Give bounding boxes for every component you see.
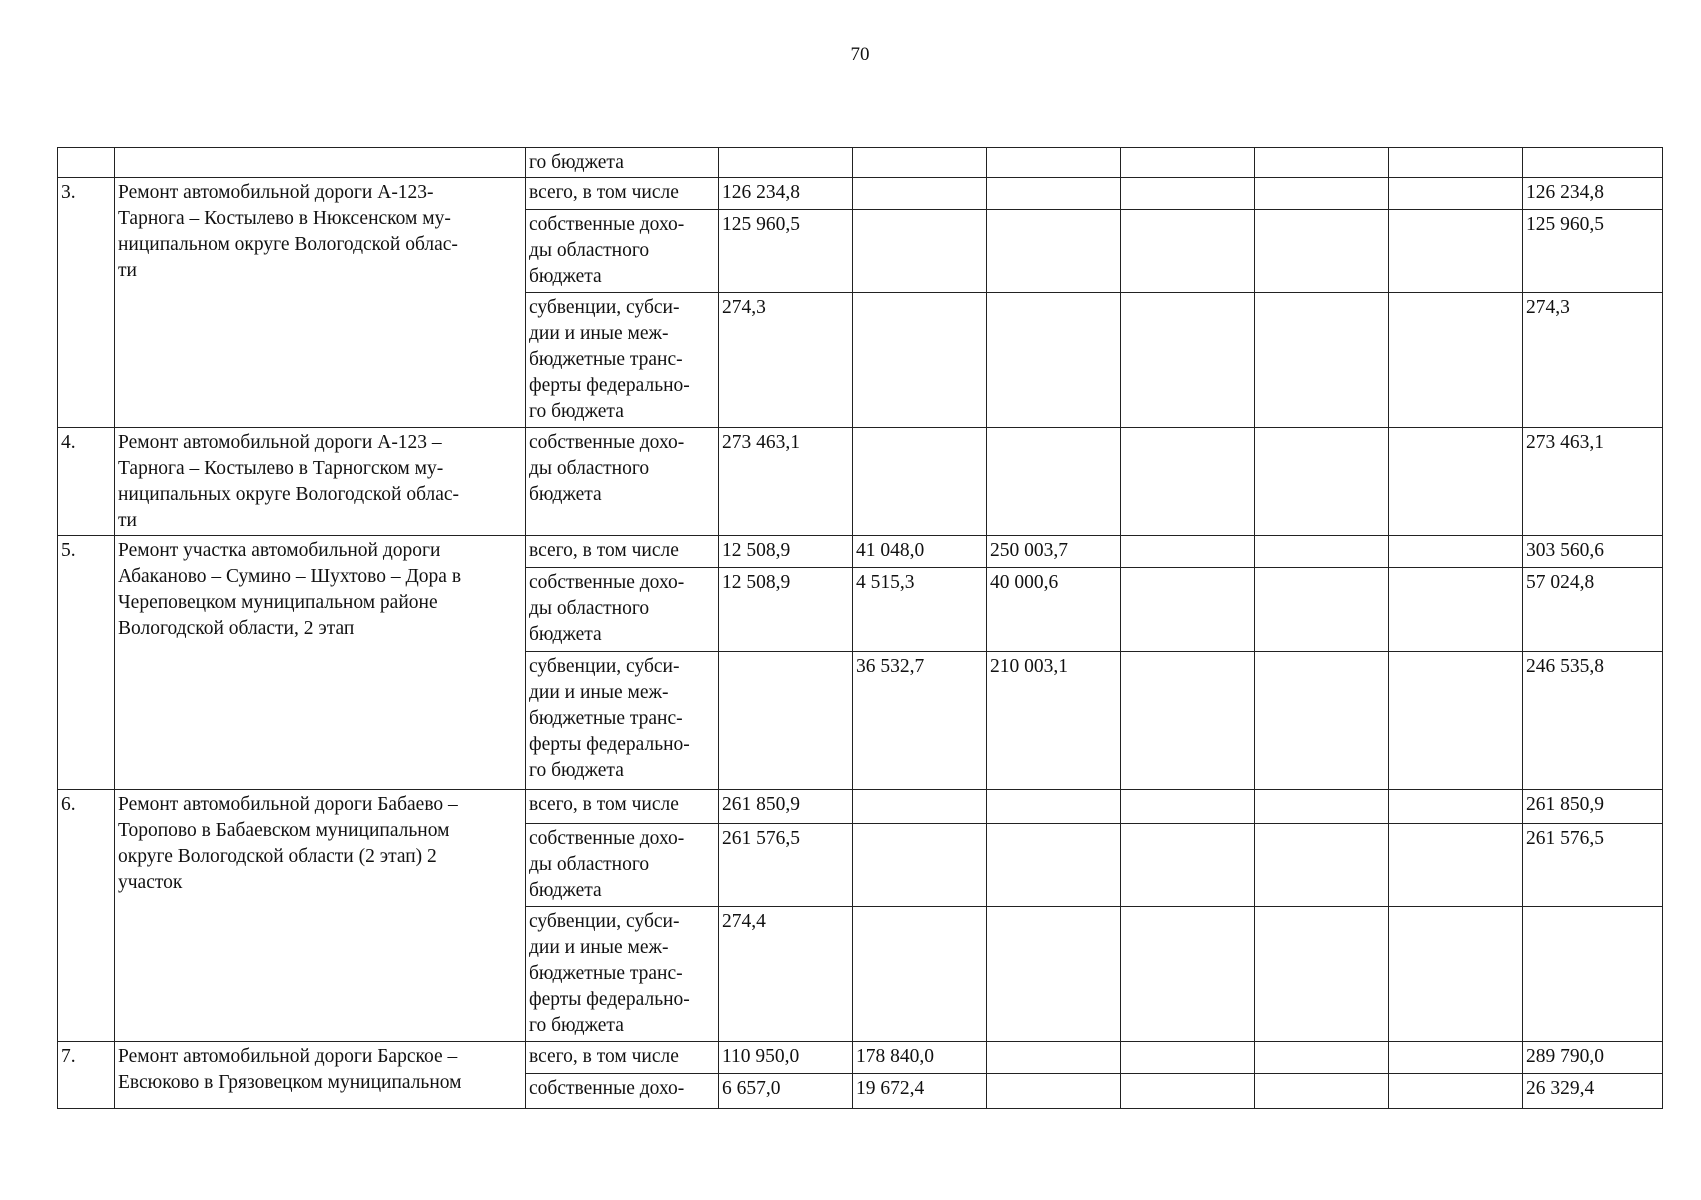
amount-cell [1255,428,1389,536]
amount-cell [987,178,1121,210]
amount-total-cell [1523,148,1663,178]
amount-cell [987,1042,1121,1074]
project-description [115,148,526,178]
project-description: Ремонт автомобильной дороги Бабаево – Торопово в Бабаевском муниципальном округе Вологодской области (2 этап) 2 участок [115,790,526,1042]
amount-cell: 6 657,0 [719,1074,853,1109]
amount-total-cell: 273 463,1 [1523,428,1663,536]
amount-cell [853,824,987,907]
amount-cell [1389,428,1523,536]
funding-source: всего, в том числе [526,790,719,824]
amount-cell: 40 000,6 [987,568,1121,652]
amount-total-cell [1523,907,1663,1042]
project-description: Ремонт участка автомобильной дороги Абаканово – Сумино – Шухтово – Дора в Череповецком муниципальном районе Вологодской области, 2 этап [115,536,526,790]
amount-cell [1255,824,1389,907]
amount-total-cell: 274,3 [1523,293,1663,428]
amount-total-cell: 57 024,8 [1523,568,1663,652]
amount-cell: 125 960,5 [719,210,853,293]
amount-cell [1121,210,1255,293]
amount-cell [1255,210,1389,293]
amount-cell [1389,536,1523,568]
amount-total-cell: 26 329,4 [1523,1074,1663,1109]
funding-source: всего, в том числе [526,1042,719,1074]
amount-cell [719,148,853,178]
amount-cell [1389,907,1523,1042]
amount-cell: 178 840,0 [853,1042,987,1074]
funding-source: субвенции, субси- дии и иные меж- бюджетные транс- ферты федерально- го бюджета [526,652,719,790]
amount-cell [853,148,987,178]
funding-source: собственные дохо- ды областного бюджета [526,568,719,652]
amount-cell: 4 515,3 [853,568,987,652]
amount-total-cell: 261 576,5 [1523,824,1663,907]
amount-cell [853,428,987,536]
row-number: 4. [58,428,115,536]
funding-source: всего, в том числе [526,536,719,568]
amount-cell [1121,428,1255,536]
funding-source: всего, в том числе [526,178,719,210]
funding-source: субвенции, субси- дии и иные меж- бюджетные транс- ферты федерально- го бюджета [526,907,719,1042]
funding-source: собственные дохо- [526,1074,719,1109]
table-row [58,1042,1663,1074]
amount-total-cell: 261 850,9 [1523,790,1663,824]
amount-cell [853,293,987,428]
amount-cell [853,210,987,293]
amount-cell: 12 508,9 [719,536,853,568]
amount-cell [1121,1042,1255,1074]
amount-cell [1121,293,1255,428]
table-row [58,428,1663,536]
amount-cell [1255,1042,1389,1074]
amount-cell [1389,210,1523,293]
project-description: Ремонт автомобильной дороги А-123 – Тарнога – Костылево в Тарногском му- ниципальных округе Вологодской облас- ти [115,428,526,536]
budget-table [57,147,1663,1109]
amount-cell [987,824,1121,907]
amount-cell [1255,652,1389,790]
project-description: Ремонт автомобильной дороги А-123- Тарнога – Костылево в Нюксенском му- ниципальном округе Вологодской облас- ти [115,178,526,428]
amount-cell [1389,293,1523,428]
row-number: 5. [58,536,115,790]
page-number: 70 [850,44,870,65]
amount-cell [1255,907,1389,1042]
amount-cell [1121,148,1255,178]
amount-cell [1121,536,1255,568]
table-row [58,790,1663,824]
amount-cell: 250 003,7 [987,536,1121,568]
amount-cell [1389,1042,1523,1074]
table-row [58,148,1663,178]
funding-source: собственные дохо- ды областного бюджета [526,824,719,907]
amount-total-cell: 246 535,8 [1523,652,1663,790]
amount-cell [1255,536,1389,568]
amount-cell [1389,790,1523,824]
funding-source: собственные дохо- ды областного бюджета [526,428,719,536]
row-number [58,148,115,178]
amount-cell [987,790,1121,824]
amount-cell [1121,790,1255,824]
amount-cell [853,790,987,824]
amount-cell [987,907,1121,1042]
row-number: 6. [58,790,115,1042]
amount-cell [987,210,1121,293]
row-number: 3. [58,178,115,428]
amount-cell [853,178,987,210]
amount-cell [1389,178,1523,210]
amount-cell [1255,1074,1389,1109]
amount-cell [1389,1074,1523,1109]
amount-total-cell: 289 790,0 [1523,1042,1663,1074]
amount-cell: 12 508,9 [719,568,853,652]
amount-cell: 274,4 [719,907,853,1042]
amount-cell: 110 950,0 [719,1042,853,1074]
amount-cell: 261 850,9 [719,790,853,824]
amount-cell [853,907,987,1042]
amount-cell [1255,178,1389,210]
amount-total-cell: 125 960,5 [1523,210,1663,293]
amount-cell [987,148,1121,178]
project-description: Ремонт автомобильной дороги Барское – Евсюково в Грязовецком муниципальном [115,1042,526,1109]
amount-cell: 210 003,1 [987,652,1121,790]
amount-cell: 261 576,5 [719,824,853,907]
amount-cell [1389,568,1523,652]
amount-cell [1255,568,1389,652]
funding-source: субвенции, субси- дии и иные меж- бюджетные транс- ферты федерально- го бюджета [526,293,719,428]
amount-cell [1389,824,1523,907]
amount-total-cell: 303 560,6 [1523,536,1663,568]
amount-total-cell: 126 234,8 [1523,178,1663,210]
amount-cell [1121,178,1255,210]
table-row [58,536,1663,568]
amount-cell: 274,3 [719,293,853,428]
amount-cell [1121,568,1255,652]
amount-cell [719,652,853,790]
amount-cell: 19 672,4 [853,1074,987,1109]
amount-cell [1121,1074,1255,1109]
amount-cell [1255,148,1389,178]
amount-cell: 41 048,0 [853,536,987,568]
funding-source: собственные дохо- ды областного бюджета [526,210,719,293]
amount-cell: 273 463,1 [719,428,853,536]
amount-cell [1121,652,1255,790]
amount-cell [1389,652,1523,790]
amount-cell [1121,824,1255,907]
row-number: 7. [58,1042,115,1109]
amount-cell [1255,790,1389,824]
funding-source: го бюджета [526,148,719,178]
amount-cell [987,293,1121,428]
table-row [58,178,1663,210]
amount-cell [1121,907,1255,1042]
amount-cell [1389,148,1523,178]
amount-cell [987,428,1121,536]
amount-cell [987,1074,1121,1109]
amount-cell [1255,293,1389,428]
amount-cell: 36 532,7 [853,652,987,790]
amount-cell: 126 234,8 [719,178,853,210]
